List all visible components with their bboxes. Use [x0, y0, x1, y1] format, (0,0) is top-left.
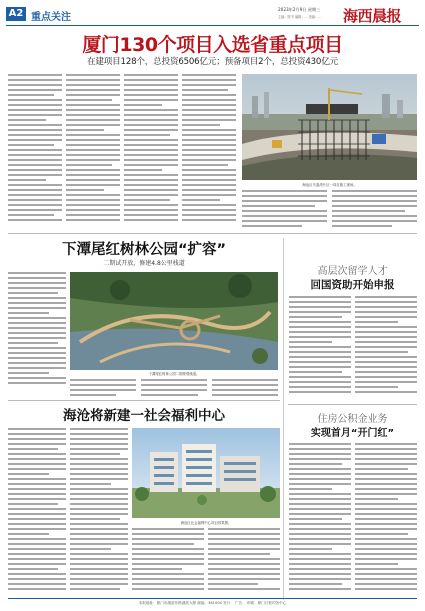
welfare-title: 海沧将新建一社会福利中心: [63, 408, 225, 424]
welfare-body-col-2: [70, 428, 128, 594]
footer-text: 本报地址：厦门市湖滨东路湖滨大厦 邮编：361004 发行： 广告： 印刷：厦门日报印务中心: [138, 601, 287, 605]
park-photo-caption: 下潭尾红树林公园二期景观栈道。: [148, 372, 200, 376]
lead-subtitle: 在建项目128个，总投资6506亿元；预备项目2个，总投资430亿元: [86, 57, 338, 67]
lead-body-col-6: [332, 190, 417, 230]
welfare-rendering-caption: 海沧区社会福利中心项目效果图。: [180, 521, 232, 525]
lead-body-col-5: [242, 190, 327, 230]
welfare-body-col-1: [8, 428, 66, 594]
masthead-title: 海西晨报: [343, 7, 402, 25]
section-divider-2: [8, 400, 280, 401]
lead-title: 厦门130个项目入选省重点项目: [82, 34, 343, 56]
column-rule: [283, 238, 284, 600]
park-photo: [70, 272, 278, 370]
lead-photo: [242, 74, 417, 180]
welfare-body-col-3: [132, 528, 204, 594]
page-number: A2: [8, 8, 24, 19]
talent-body-col-1: [289, 296, 351, 400]
lead-photo-caption: 海沧区马銮湾片区一项目施工现场。: [302, 183, 357, 187]
date-line: 2023年2月9日 星期三: [278, 7, 321, 12]
park-title: 下潭尾红树林公园“扩容”: [61, 242, 227, 258]
page-header: [6, 5, 419, 26]
talent-title-line-2: 回国资助开始申报: [310, 279, 395, 291]
welfare-body-col-4: [208, 528, 280, 594]
masthead-logo: [343, 5, 419, 24]
page-number-badge: [6, 7, 26, 21]
lead-body-col-2: [66, 74, 120, 230]
lead-body-col-4: [182, 74, 236, 230]
housing-body-col-2: [355, 443, 417, 594]
housing-title-line-1: 住房公积金业务: [317, 414, 388, 425]
footer-rule: [8, 598, 417, 599]
park-body-col-4: [212, 379, 278, 397]
talent-title-line-1: 高层次留学人才: [317, 266, 388, 277]
section-divider-3: [288, 404, 417, 405]
park-body-col-2: [70, 379, 136, 397]
park-body-col-3: [141, 379, 207, 397]
meta-line: 主编：陈书 编辑：... 美编：...: [278, 15, 322, 19]
park-subtitle: 二期试开放，修建4.8公里栈道: [103, 260, 185, 267]
housing-body-col-1: [289, 443, 351, 594]
section-title: 重点关注: [31, 12, 71, 23]
housing-title-line-2: 实现首月“开门红”: [310, 428, 395, 439]
talent-body-col-2: [355, 296, 417, 400]
section-divider: [8, 233, 417, 234]
lead-body-col-3: [124, 74, 178, 230]
park-body-col-1: [8, 272, 66, 390]
lead-body-col-1: [8, 74, 62, 230]
welfare-rendering: [132, 428, 280, 518]
